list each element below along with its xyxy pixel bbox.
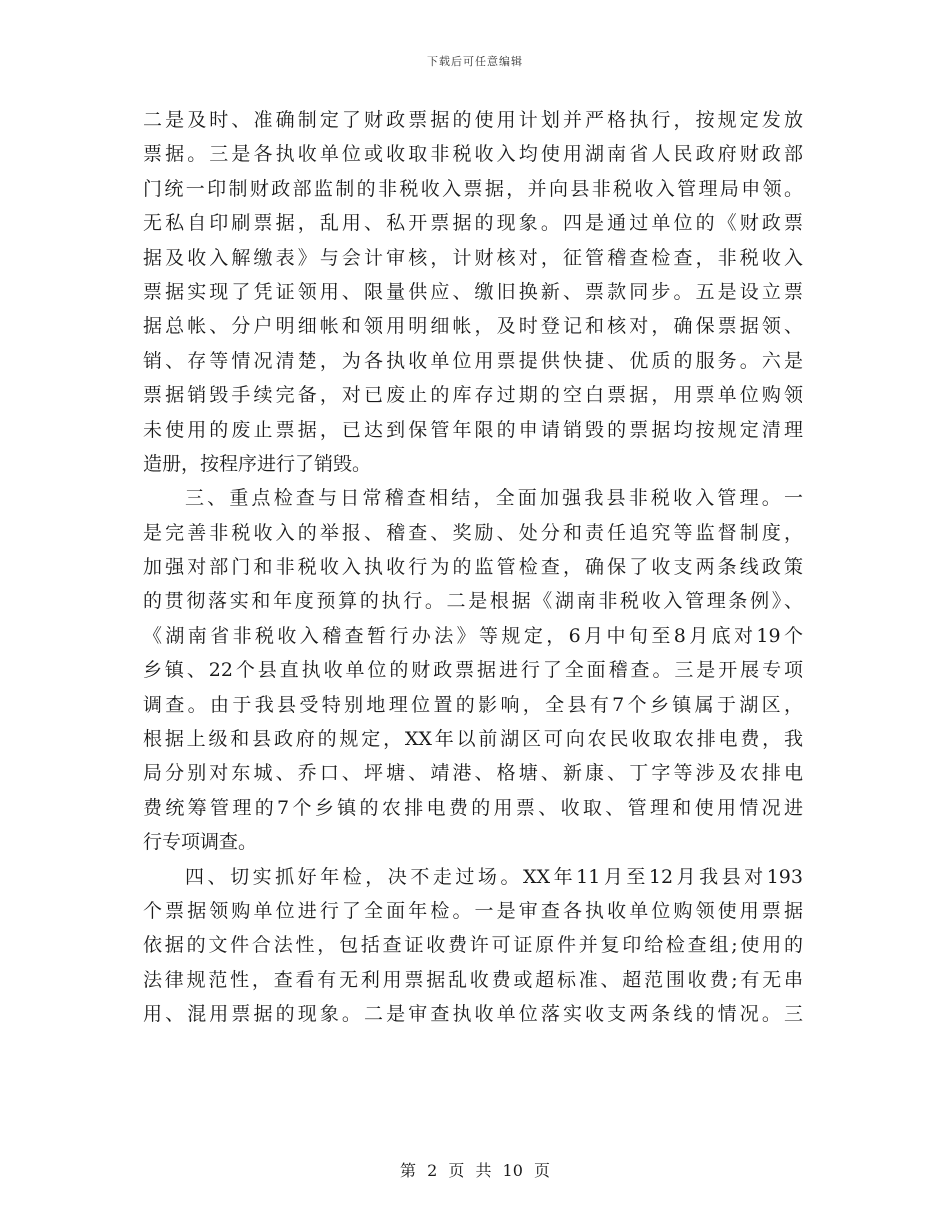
text-line: 票据实现了凭证领用、限量供应、缴旧换新、票款同步。五是设立票: [143, 280, 803, 303]
document-body: [143, 103, 803, 1032]
text-line: 二是及时、准确制定了财政票据的使用计划并严格执行，按规定发放: [143, 109, 803, 131]
text-line: 未使用的废止票据，已达到保管年限的申请销毁的票据均按规定清理: [143, 418, 803, 441]
text-line: 调查。由于我县受特别地理位置的影响，全县有7个乡镇属于湖区，: [143, 693, 803, 716]
text-line: 《湖南省非税收入稽查暂行办法》等规定，6月中旬至8月底对19个: [143, 624, 803, 647]
text-line: 法律规范性，查看有无利用票据乱收费或超标准、超范围收费;有无串: [143, 968, 803, 991]
text-line: 无私自印刷票据，乱用、私开票据的现象。四是通过单位的《财政票: [143, 212, 803, 235]
text-line: 加强对部门和非税收入执收行为的监管检查，确保了收支两条线政策: [143, 556, 803, 579]
text-line: 的贯彻落实和年度预算的执行。二是根据《湖南非税收入管理条例》、: [143, 590, 803, 613]
text-line: 据及收入解缴表》与会计审核，计财核对，征管稽查检查，非税收入: [143, 246, 803, 269]
paragraph-start-line: 三、重点检查与日常稽查相结，全面加强我县非税收入管理。一: [185, 487, 803, 510]
text-line: 据总帐、分户明细帐和领用明细帐，及时登记和核对，确保票据领、: [143, 315, 803, 338]
text-line: 乡镇、22个县直执收单位的财政票据进行了全面稽查。三是开展专项: [143, 659, 803, 682]
text-line: 费统筹管理的7个乡镇的农排电费的用票、收取、管理和使用情况进: [143, 796, 803, 819]
text-line: 销、存等情况清楚，为各执收单位用票提供快捷、优质的服务。六是: [143, 349, 803, 372]
text-line: 是完善非税收入的举报、稽查、奖励、处分和责任追究等监督制度，: [143, 521, 803, 544]
page-header: 下载后可任意编辑: [427, 55, 523, 68]
text-line: 依据的文件合法性，包括查证收费许可证原件并复印给检查组;使用的: [143, 934, 803, 957]
page-number-footer: 第 2 页 共 10 页: [400, 1161, 550, 1180]
text-line: 根据上级和县政府的规定，XX年以前湖区可向农民收取农排电费，我: [143, 728, 803, 751]
paragraph-start-line: 四、切实抓好年检，决不走过场。XX年11月至12月我县对193: [185, 865, 803, 888]
text-line: 造册，按程序进行了销毁。: [143, 452, 372, 475]
text-line: 门统一印制财政部监制的非税收入票据，并向县非税收入管理局申领。: [143, 177, 803, 200]
text-line: 票据。三是各执收单位或收取非税收入均使用湖南省人民政府财政部: [143, 143, 803, 166]
text-line: 局分别对东城、乔口、坪塘、靖港、格塘、新康、丁字等涉及农排电: [143, 762, 803, 785]
text-line: 个票据领购单位进行了全面年检。一是审查各执收单位购领使用票据: [143, 899, 803, 922]
text-line: 用、混用票据的现象。二是审查执收单位落实收支两条线的情况。三: [143, 1003, 803, 1026]
text-line: 票据销毁手续完备，对已废止的库存过期的空白票据，用票单位购领: [143, 384, 803, 407]
text-line: 行专项调查。: [143, 831, 258, 854]
